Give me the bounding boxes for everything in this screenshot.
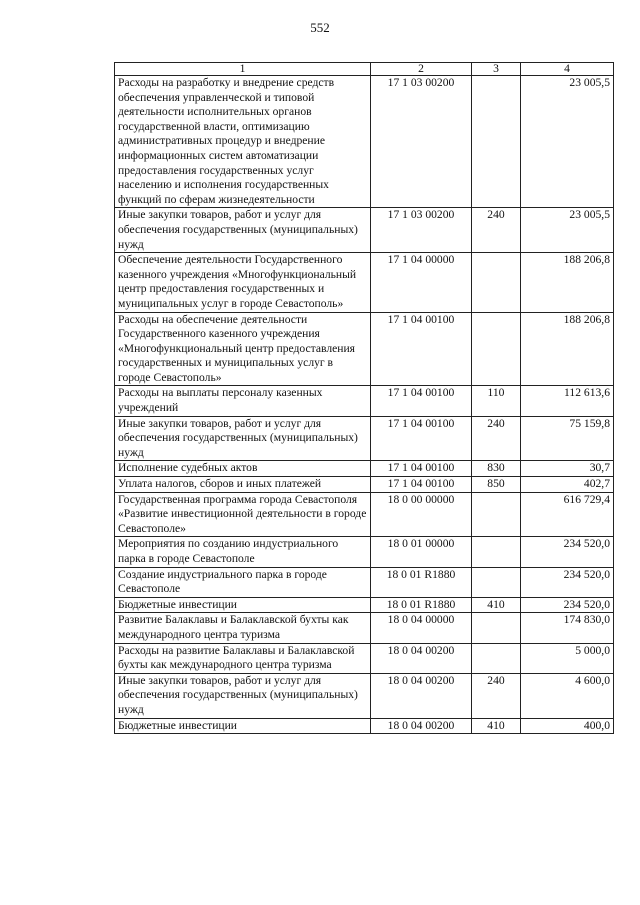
- table-row: [115, 492, 614, 537]
- row-expense-type-cell: [472, 643, 521, 673]
- column-header: 4: [521, 63, 614, 76]
- row-amount-cell: 4 600,0: [521, 673, 614, 718]
- column-header: 2: [371, 63, 472, 76]
- row-amount-cell: 234 520,0: [521, 537, 614, 567]
- row-expense-type-cell: [472, 76, 521, 208]
- row-name-cell: Иные закупки товаров, работ и услуг для обеспечения государственных (муниципальных) нужд: [115, 416, 371, 461]
- row-code-cell: 17 1 03 00200: [371, 76, 472, 208]
- row-amount-cell: 5 000,0: [521, 643, 614, 673]
- table-row: [115, 76, 614, 208]
- row-name-cell: Иные закупки товаров, работ и услуг для обеспечения государственных (муниципальных) нужд: [115, 673, 371, 718]
- table-row: [115, 537, 614, 567]
- row-amount-cell: 174 830,0: [521, 613, 614, 643]
- row-amount-cell: 234 520,0: [521, 597, 614, 613]
- row-name-cell: Обеспечение деятельности Государственного казенного учреждения «Многофункциональный центр предоставления государственных и муниципальных услуг в городе Севастополь»: [115, 253, 371, 312]
- row-amount-cell: 188 206,8: [521, 253, 614, 312]
- table-row: [115, 613, 614, 643]
- table-row: [115, 253, 614, 312]
- row-code-cell: 18 0 04 00000: [371, 613, 472, 643]
- table-row: [115, 416, 614, 461]
- table-row: [115, 673, 614, 718]
- row-name-cell: Расходы на выплаты персоналу казенных учреждений: [115, 386, 371, 416]
- row-amount-cell: 234 520,0: [521, 567, 614, 597]
- row-code-cell: 18 0 01 R1880: [371, 567, 472, 597]
- row-name-cell: Создание индустриального парка в городе Севастополе: [115, 567, 371, 597]
- row-code-cell: 18 0 00 00000: [371, 492, 472, 537]
- row-amount-cell: 400,0: [521, 718, 614, 734]
- row-name-cell: Государственная программа города Севастополя «Развитие инвестиционной деятельности в городе Севастополе»: [115, 492, 371, 537]
- budget-table: [114, 62, 614, 734]
- table-row: [115, 567, 614, 597]
- row-expense-type-cell: 830: [472, 461, 521, 477]
- row-code-cell: 18 0 04 00200: [371, 718, 472, 734]
- table-row: [115, 312, 614, 386]
- row-amount-cell: 30,7: [521, 461, 614, 477]
- row-expense-type-cell: [472, 492, 521, 537]
- row-name-cell: Развитие Балаклавы и Балаклавской бухты как международного центра туризма: [115, 613, 371, 643]
- column-header: 3: [472, 63, 521, 76]
- row-code-cell: 17 1 04 00100: [371, 416, 472, 461]
- row-name-cell: Исполнение судебных актов: [115, 461, 371, 477]
- row-expense-type-cell: 410: [472, 718, 521, 734]
- table-header-row: [115, 63, 614, 76]
- row-amount-cell: 75 159,8: [521, 416, 614, 461]
- row-code-cell: 18 0 01 R1880: [371, 597, 472, 613]
- row-amount-cell: 402,7: [521, 477, 614, 493]
- row-amount-cell: 188 206,8: [521, 312, 614, 386]
- row-expense-type-cell: 850: [472, 477, 521, 493]
- row-code-cell: 17 1 04 00100: [371, 312, 472, 386]
- row-amount-cell: 23 005,5: [521, 76, 614, 208]
- table-row: [115, 208, 614, 253]
- row-amount-cell: 616 729,4: [521, 492, 614, 537]
- row-code-cell: 17 1 03 00200: [371, 208, 472, 253]
- row-expense-type-cell: 410: [472, 597, 521, 613]
- row-code-cell: 17 1 04 00100: [371, 386, 472, 416]
- row-expense-type-cell: [472, 253, 521, 312]
- row-code-cell: 17 1 04 00100: [371, 461, 472, 477]
- table-row: [115, 643, 614, 673]
- row-name-cell: Расходы на обеспечение деятельности Государственного казенного учреждения «Многофункциональный центр предоставления государственных и муниципальных услуг в городе Севастополь»: [115, 312, 371, 386]
- row-expense-type-cell: [472, 567, 521, 597]
- row-code-cell: 18 0 04 00200: [371, 643, 472, 673]
- row-expense-type-cell: 240: [472, 673, 521, 718]
- row-amount-cell: 23 005,5: [521, 208, 614, 253]
- row-expense-type-cell: [472, 613, 521, 643]
- row-amount-cell: 112 613,6: [521, 386, 614, 416]
- row-expense-type-cell: [472, 537, 521, 567]
- row-expense-type-cell: [472, 312, 521, 386]
- row-expense-type-cell: 240: [472, 416, 521, 461]
- row-name-cell: Расходы на разработку и внедрение средств обеспечения управленческой и типовой деятельности исполнительных органов государственной власти, оптимизацию административных процедур и внедрение информационных систем автоматизации предоставления государственных услуг населению и исполнения государственных функций по сферам жизнедеятельности: [115, 76, 371, 208]
- table-body: [115, 76, 614, 734]
- table-row: [115, 597, 614, 613]
- row-name-cell: Расходы на развитие Балаклавы и Балаклавской бухты как международного центра туризма: [115, 643, 371, 673]
- row-name-cell: Бюджетные инвестиции: [115, 718, 371, 734]
- row-expense-type-cell: 110: [472, 386, 521, 416]
- table-row: [115, 477, 614, 493]
- row-expense-type-cell: 240: [472, 208, 521, 253]
- row-name-cell: Бюджетные инвестиции: [115, 597, 371, 613]
- table-row: [115, 461, 614, 477]
- page-number: 552: [310, 20, 330, 35]
- row-name-cell: Мероприятия по созданию индустриального парка в городе Севастополе: [115, 537, 371, 567]
- table-row: [115, 718, 614, 734]
- row-code-cell: 17 1 04 00000: [371, 253, 472, 312]
- row-code-cell: 18 0 04 00200: [371, 673, 472, 718]
- row-code-cell: 17 1 04 00100: [371, 477, 472, 493]
- row-name-cell: Иные закупки товаров, работ и услуг для обеспечения государственных (муниципальных) нужд: [115, 208, 371, 253]
- column-header: 1: [115, 63, 371, 76]
- row-name-cell: Уплата налогов, сборов и иных платежей: [115, 477, 371, 493]
- row-code-cell: 18 0 01 00000: [371, 537, 472, 567]
- table-row: [115, 386, 614, 416]
